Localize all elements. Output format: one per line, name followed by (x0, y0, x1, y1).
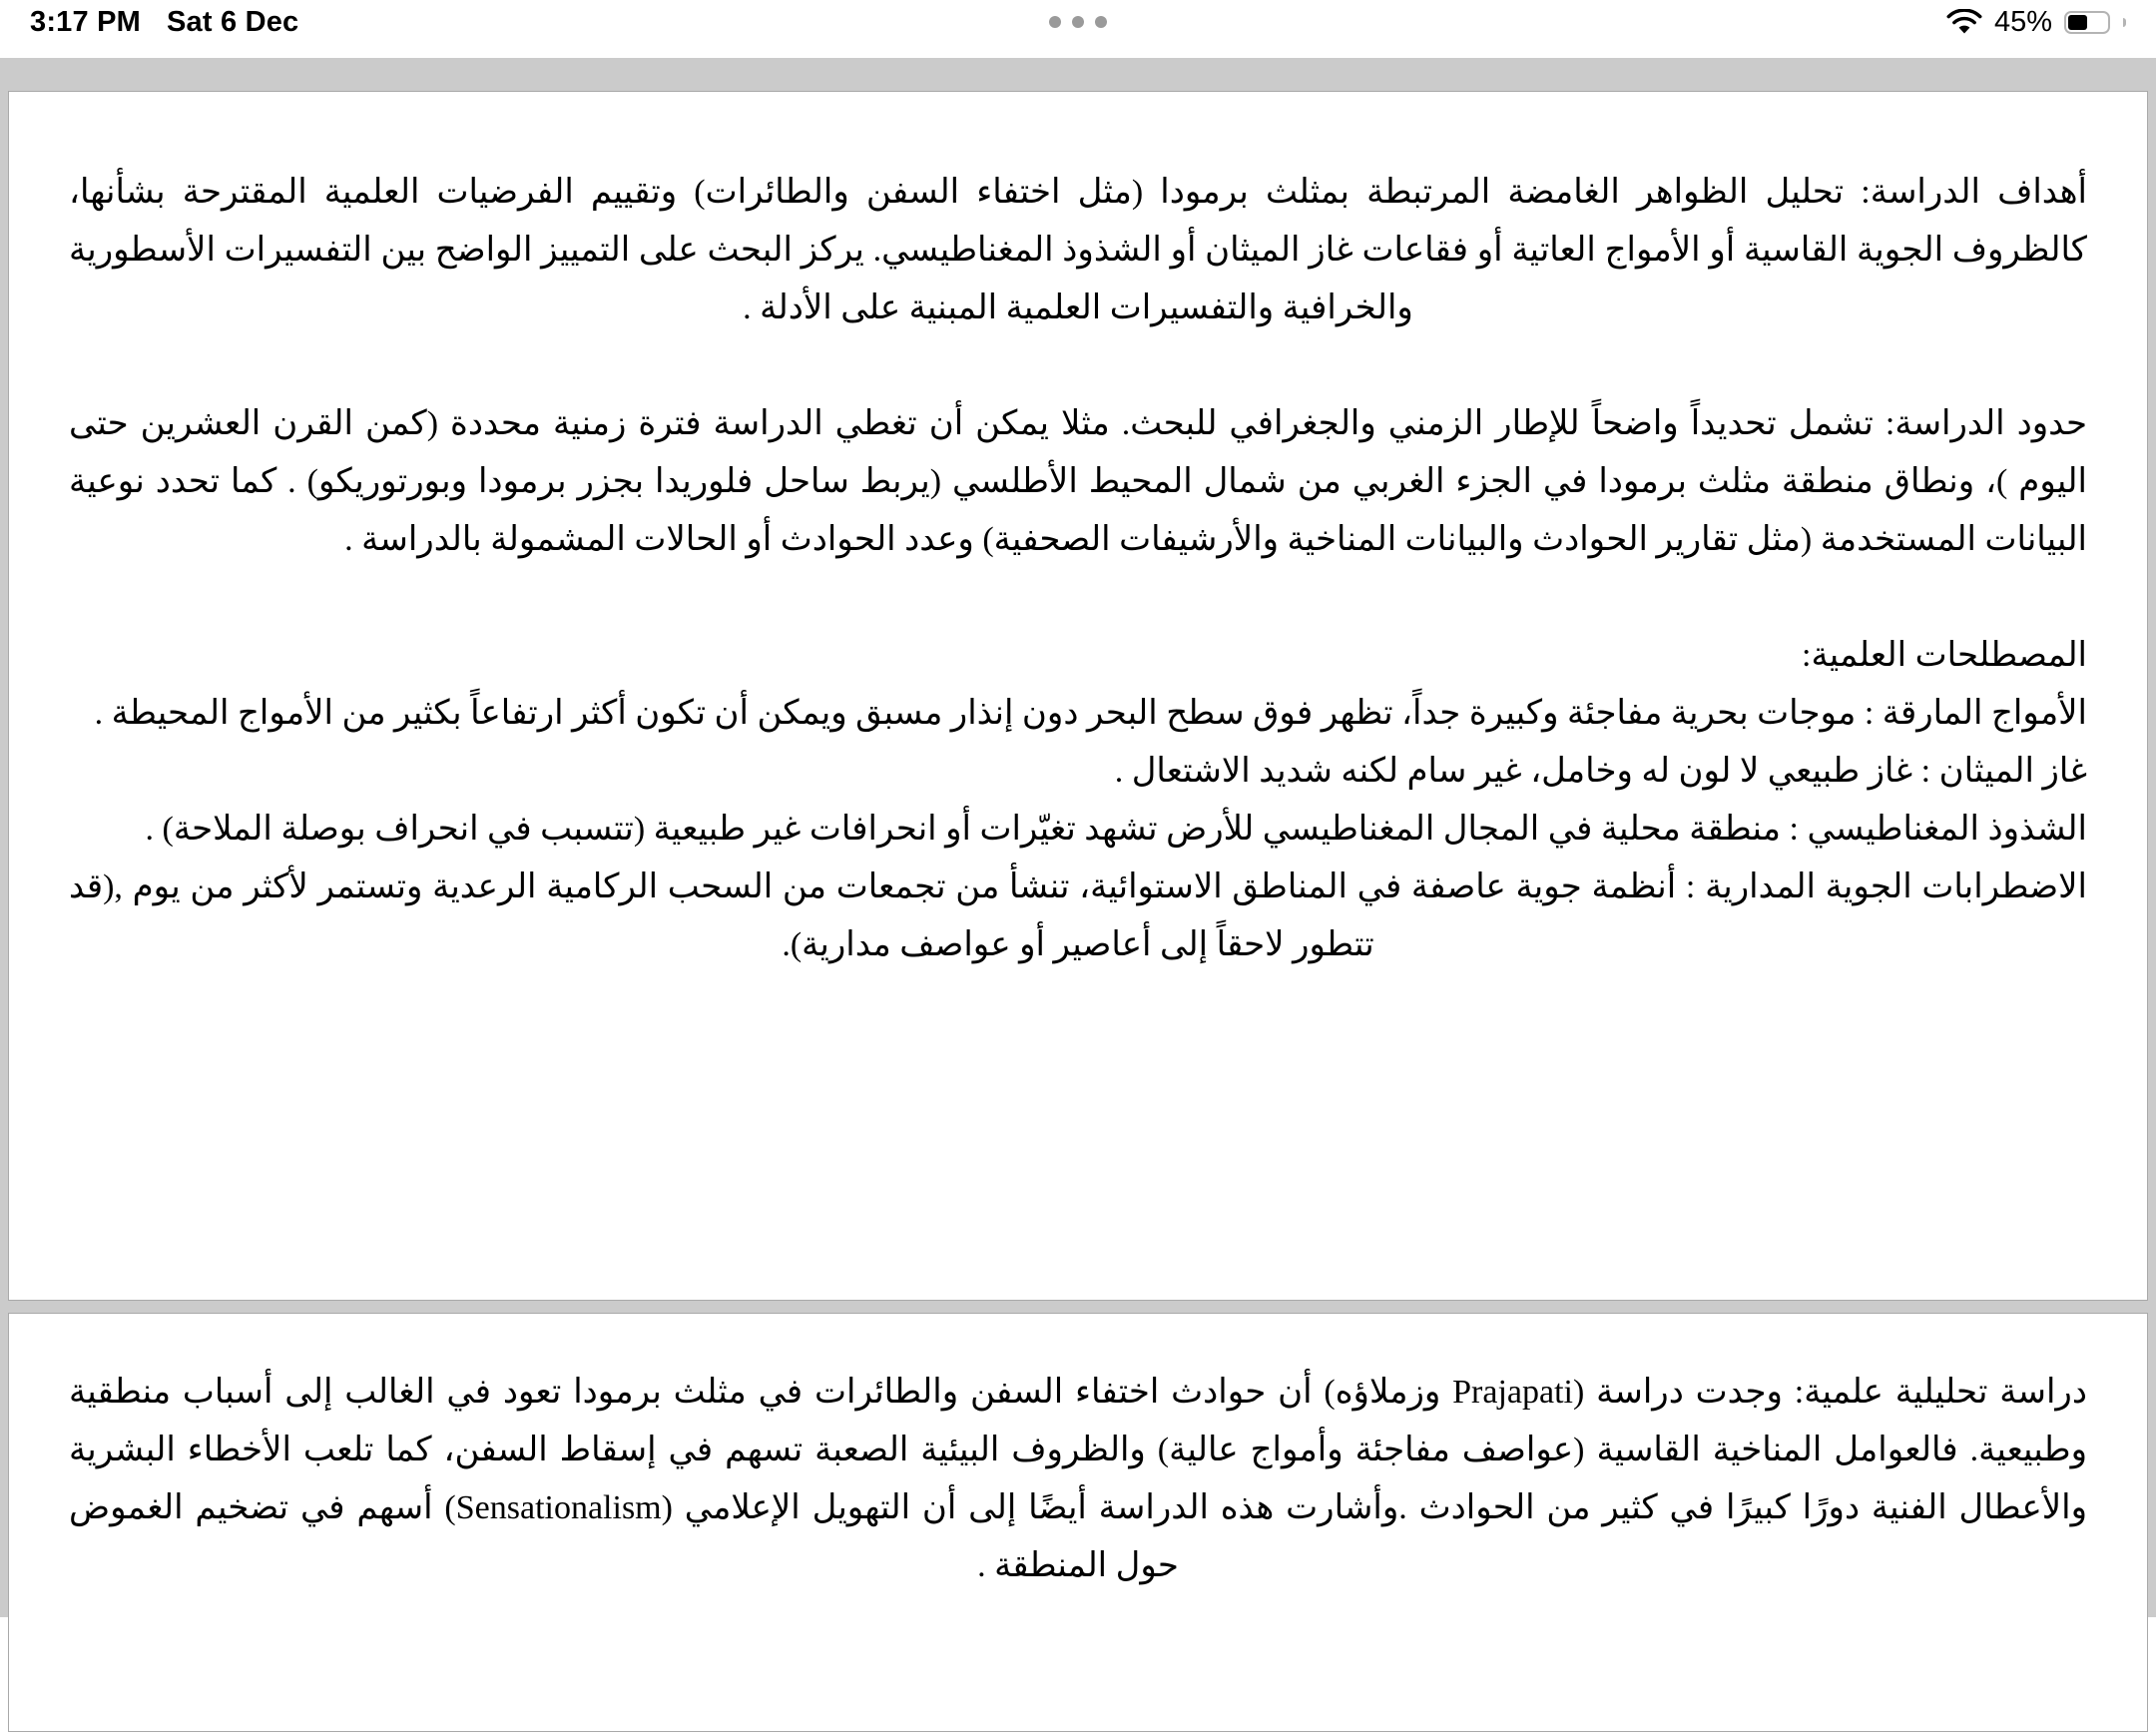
status-bar (0, 0, 2156, 58)
clock-and-date (30, 6, 298, 39)
battery-icon (2064, 11, 2110, 34)
definition-rogue-waves: الأمواج المارقة : موجات بحرية مفاجئة وكبيرة جداً، تظهر فوق سطح البحر دون إنذار مسبق ويمكن أن تكون أكثر ارتفاعاً بكثير من الأمواج المحيطة . (94, 695, 2087, 732)
document-scroll-area[interactable] (0, 58, 2156, 1617)
paragraph-study-objectives: أهداف الدراسة: تحليل الظواهر الغامضة المرتبطة بمثلث برمودا (مثل اختفاء السفن والطائرات) وتقييم الفرضيات العلمية المقترحة بشأنها، كالظروف الجوية القاسية أو الأمواج العاتية أو فقاعات غاز الميثان أو الشذوذ المغناطيسي. يركز البحث على التمييز الواضح بين التفسيرات الأسطورية والخرافية والتفسيرات العلمية المبنية على الأدلة . (69, 174, 2087, 326)
paragraph-study-scope: حدود الدراسة: تشمل تحديداً واضحاً للإطار الزمني والجغرافي للبحث. مثلا يمكن أن تغطي الدراسة فترة زمنية محددة (كمن القرن العشرين حتى اليوم )، ونطاق منطقة مثلث برمودا في الجزء الغربي من شمال المحيط الأطلسي (يربط ساحل فلوريدا بجزر برمودا وبورتوريكو) . كما تحدد نوعية البيانات المستخدمة (مثل تقارير الحوادث والبيانات المناخية والأرشيفات الصحفية) وعدد الحوادث أو الحالات المشمولة بالدراسة . (69, 405, 2087, 558)
definition-magnetic-anomaly: الشذوذ المغناطيسي : منطقة محلية في المجال المغناطيسي للأرض تشهد تغيّرات أو انحرافات غير طبيعية (تتسبب في انحراف بوصلة الملاحة) . (145, 811, 2087, 848)
status-date: Sat 6 Dec (167, 6, 299, 38)
heading-scientific-terms: المصطلحات العلمية: (1802, 637, 2087, 674)
page-1-text (69, 164, 2087, 974)
document-page-2 (8, 1313, 2148, 1732)
paragraph-analytical-study: دراسة تحليلية علمية: وجدت دراسة (Prajapati وزملاؤه) أن حوادث اختفاء السفن والطائرات في مثلث برمودا تعود في الغالب إلى أسباب منطقية وطبيعية. فالعوامل المناخية القاسية (عواصف مفاجئة وأمواج عالية) والظروف البيئية الصعبة تسهم في إسقاط السفن، كما تلعب الأخطاء البشرية والأعطال الفنية دورًا كبيرًا في كثير من الحوادث .وأشارت هذه الدراسة أيضًا إلى أن التهويل الإعلامي (Sensationalism) أسهم في تضخيم الغموض حول المنطقة . (69, 1374, 2087, 1584)
document-page-1 (8, 91, 2148, 1301)
status-time: 3:17 PM (30, 6, 141, 38)
status-indicators (1946, 6, 2126, 39)
multitask-dots-icon[interactable] (1049, 16, 1107, 28)
battery-cap (2123, 18, 2126, 27)
definition-methane-gas: غاز الميثان : غاز طبيعي لا لون له وخامل، غير سام لكنه شديد الاشتعال . (1114, 753, 2087, 790)
wifi-icon (1946, 9, 1982, 36)
definition-tropical-disturbances: الاضطرابات الجوية المدارية : أنظمة جوية عاصفة في المناطق الاستوائية، تنشأ من تجمعات من السحب الركامية الرعدية وتستمر لأكثر من يوم ,(قد تتطور لاحقاً إلى أعاصير أو عواصف مدارية). (69, 868, 2087, 963)
page-2-text (69, 1364, 2087, 1595)
battery-percent-label: 45% (1993, 6, 2052, 38)
